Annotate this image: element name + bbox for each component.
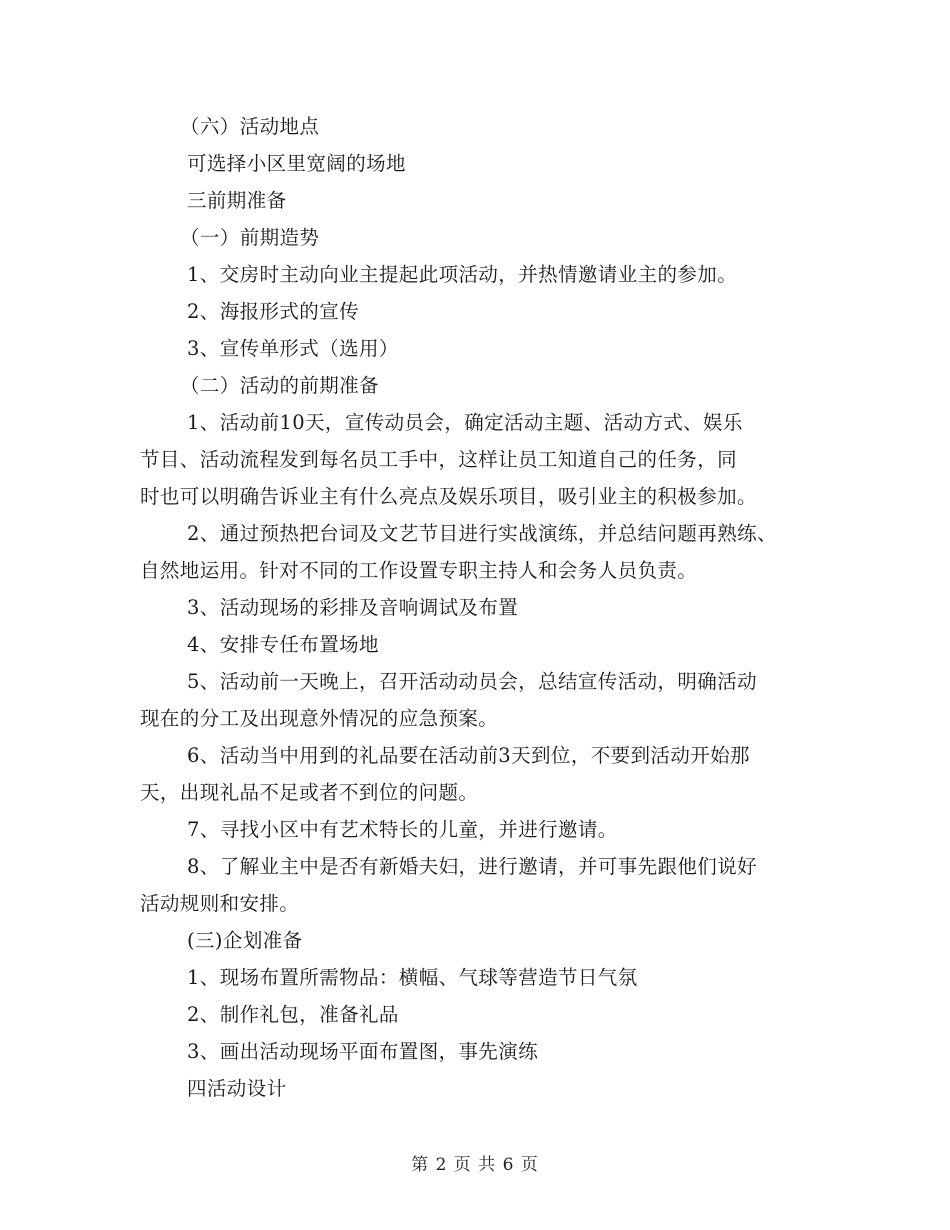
paragraph-line: 时也可以明确告诉业主有什么亮点及娱乐项目，吸引业主的积极参加。 bbox=[140, 485, 757, 508]
list-item: 5、活动前一天晚上，召开活动动员会，总结宣传活动，明确活动 bbox=[187, 670, 758, 693]
paragraph-line: 现在的分工及出现意外情况的应急预案。 bbox=[140, 707, 499, 730]
section-heading: (三)企划准备 bbox=[187, 929, 303, 952]
section-heading: （一）前期造势 bbox=[180, 226, 320, 249]
paragraph-line: 自然地运用。针对不同的工作设置专职主持人和会务人员负责。 bbox=[140, 559, 698, 582]
section-heading: 四活动设计 bbox=[187, 1077, 287, 1100]
section-heading: （六）活动地点 bbox=[180, 115, 320, 138]
list-item: 3、活动现场的彩排及音响调试及布置 bbox=[187, 596, 519, 619]
list-item: 3、画出活动现场平面布置图，事先演练 bbox=[187, 1040, 539, 1063]
list-item: 1、现场布置所需物品：横幅、气球等营造节日气氛 bbox=[187, 966, 638, 989]
section-heading: （二）活动的前期准备 bbox=[180, 374, 380, 397]
paragraph-line: 可选择小区里宽阔的场地 bbox=[187, 152, 406, 175]
section-heading: 三前期准备 bbox=[187, 189, 287, 212]
list-item: 1、交房时主动向业主提起此项活动，并热情邀请业主的参加。 bbox=[187, 263, 738, 286]
paragraph-line: 节目、活动流程发到每名员工手中，这样让员工知道自己的任务，同 bbox=[140, 448, 738, 471]
list-item: 1、活动前10天，宣传动员会，确定活动主题、活动方式、娱乐 bbox=[187, 411, 743, 434]
list-item: 3、宣传单形式（选用） bbox=[187, 337, 399, 360]
list-item: 2、海报形式的宣传 bbox=[187, 300, 360, 323]
paragraph-line: 天，出现礼品不足或者不到位的问题。 bbox=[140, 781, 479, 804]
list-item: 2、通过预热把台词及文艺节目进行实战演练，并总结问题再熟练、 bbox=[187, 522, 777, 545]
page-number: 第 2 页 共 6 页 bbox=[411, 1155, 539, 1175]
list-item: 4、安排专任布置场地 bbox=[187, 633, 379, 656]
list-item: 8、了解业主中是否有新婚夫妇，进行邀请，并可事先跟他们说好 bbox=[187, 855, 758, 878]
document-body bbox=[140, 108, 820, 1107]
list-item: 6、活动当中用到的礼品要在活动前3天到位，不要到活动开始那 bbox=[187, 744, 750, 767]
paragraph-line: 活动规则和安排。 bbox=[140, 892, 300, 915]
list-item: 2、制作礼包，准备礼品 bbox=[187, 1003, 399, 1026]
list-item: 7、寻找小区中有艺术特长的儿童，并进行邀请。 bbox=[187, 818, 618, 841]
